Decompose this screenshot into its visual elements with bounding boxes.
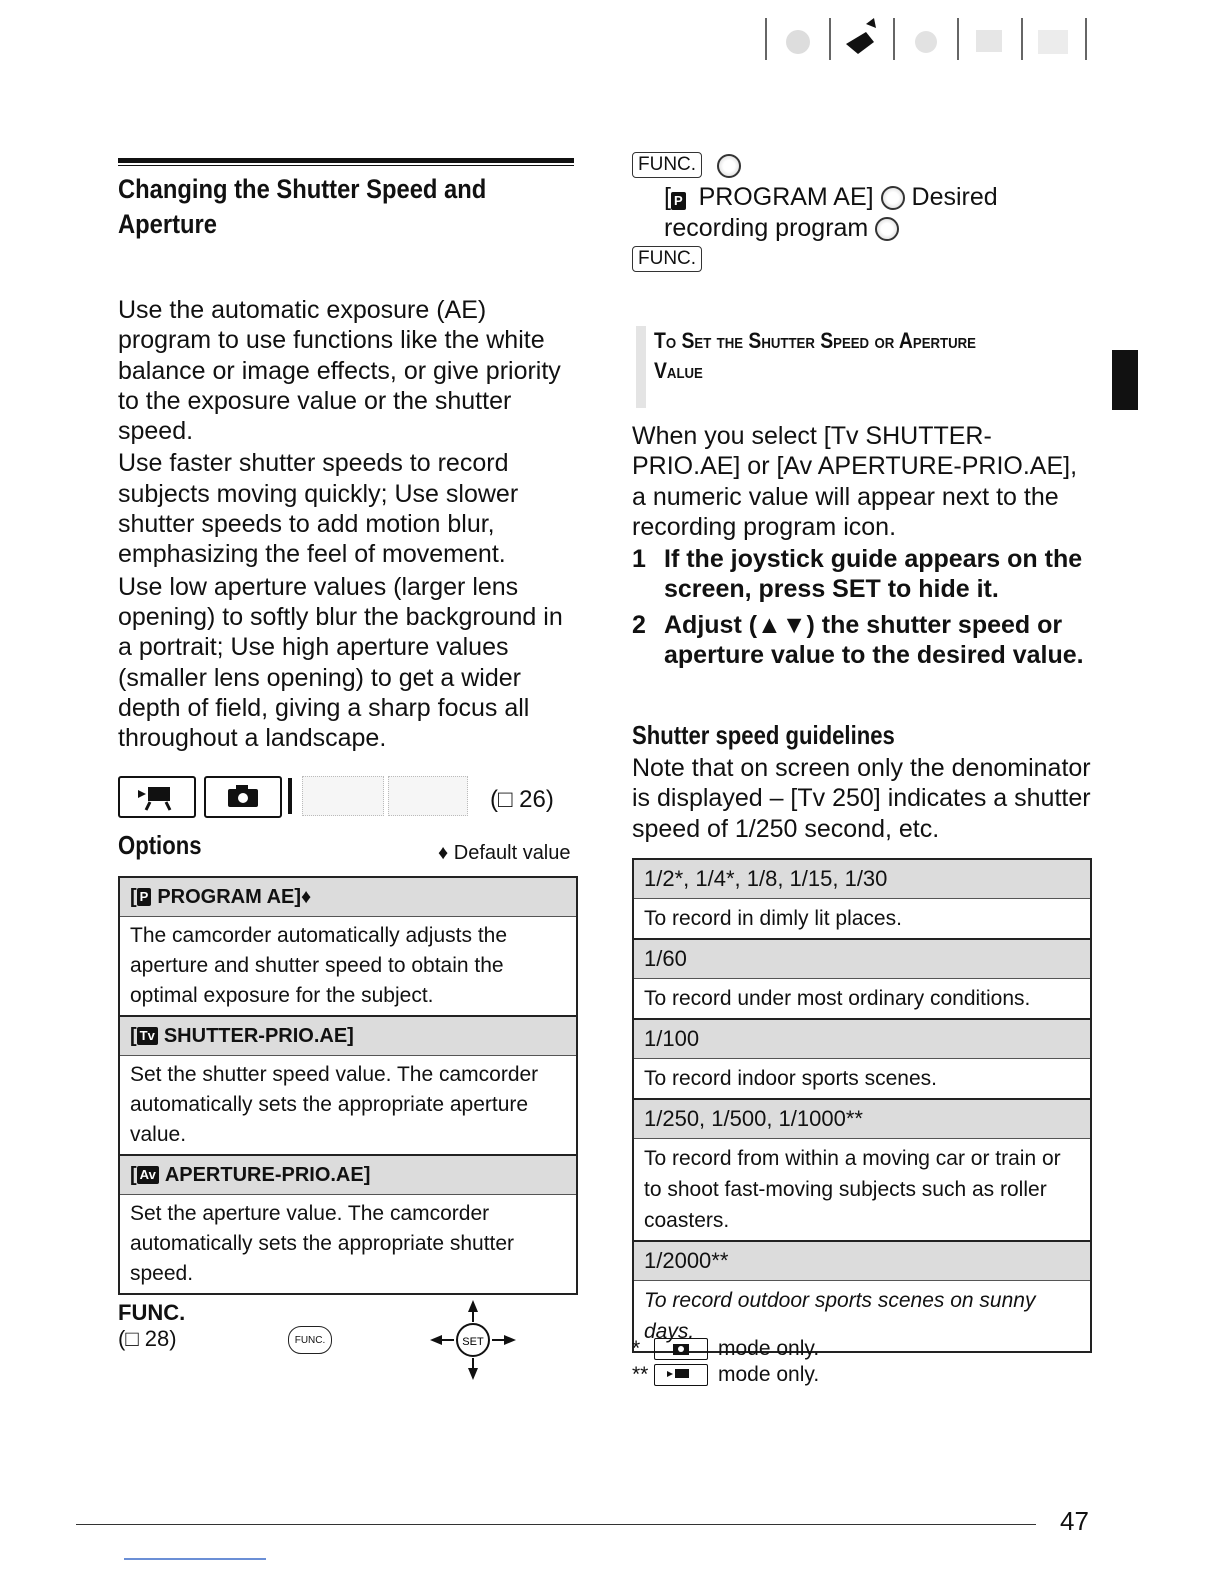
chapter-tab-icons xyxy=(762,14,1092,62)
guidelines-title: Shutter speed guidelines xyxy=(632,720,895,750)
options-title: Options xyxy=(118,830,202,860)
mode-divider xyxy=(288,778,292,814)
shutter-row-speed: 1/2000** xyxy=(634,1242,1090,1281)
movie-mode-icon xyxy=(118,776,196,818)
func-page-ref: (□ 28) xyxy=(118,1326,177,1351)
step-2: 2 Adjust (▲▼) the shutter speed or aperture value to the desired value. xyxy=(632,611,1084,669)
photo-mode-icon xyxy=(204,776,282,818)
shutter-table xyxy=(632,858,1092,1353)
step-1: 1 If the joystick guide appears on the screen, press SET to hide it. xyxy=(632,545,1083,603)
intro-right: When you select [Tv SHUTTER-PRIO.AE] or [Av APERTURE-PRIO.AE], a numeric value will appear next to the recording program icon. xyxy=(632,422,1078,541)
subheading: To Set the Shutter Speed or Aperture Value xyxy=(654,328,976,383)
option-title: PROGRAM AE]♦ xyxy=(157,885,312,908)
func-label: FUNC. xyxy=(118,1300,186,1325)
option-title: APERTURE-PRIO.AE] xyxy=(164,1163,371,1186)
heading-line-1: Changing the Shutter Speed and xyxy=(118,174,487,204)
faded-mode-icon-2 xyxy=(388,776,468,816)
func-sequence: FUNC. [ P PROGRAM AE] Desired recording program FUNC. xyxy=(632,152,1092,272)
section-marker-bar xyxy=(1112,350,1138,410)
func-button-icon: FUNC. xyxy=(288,1326,332,1354)
shutter-row-desc: To record under most ordinary conditions. xyxy=(634,979,1090,1020)
page-number: 47 xyxy=(1060,1506,1089,1536)
av-badge-icon: Av xyxy=(137,1166,159,1184)
footnotes: * mode only. ** mode only. xyxy=(632,1337,820,1386)
shutter-row-desc: To record from within a moving car or train or to shoot fast-moving subjects such as roller coasters. xyxy=(634,1139,1090,1242)
paragraph-3: Use low aperture values (larger lens opening) to softly blur the background in a portrait; Use high aperture values (smaller lens opening) to get a wider depth of field, giving a sharp focus all throughout a landscape. xyxy=(118,572,563,753)
shutter-row-speed: 1/250, 1/500, 1/1000** xyxy=(634,1100,1090,1139)
option-title: SHUTTER-PRIO.AE] xyxy=(163,1024,354,1047)
paragraph-1: Use the automatic exposure (AE) program to use functions like the white balance or image effects, or give priority to the exposure value or the shutter speed. xyxy=(118,296,561,446)
option-shutter-prio-desc: Set the shutter speed value. The camcorder automatically sets the appropriate aperture value. xyxy=(120,1056,576,1156)
heading-rule-thin xyxy=(118,165,574,166)
paragraph-2: Use faster shutter speeds to record subjects moving quickly; Use slower shutter speeds to add motion blur, emphasizing the feel of movement. xyxy=(118,449,519,569)
photo-mode-icon xyxy=(654,1338,708,1360)
joystick-press-icon xyxy=(717,154,741,178)
options-table xyxy=(118,876,578,1295)
default-value-note: ♦ Default value xyxy=(438,842,571,864)
page-reference: (□ 26) xyxy=(490,786,554,813)
intro-text xyxy=(118,295,578,755)
option-program-ae-header: [ P PROGRAM AE]♦ xyxy=(120,878,576,917)
option-aperture-prio-desc: Set the aperture value. The camcorder automatically sets the appropriate shutter speed. xyxy=(130,1202,515,1285)
steps-list xyxy=(632,544,1092,670)
shutter-row-desc: To record outdoor sports scenes on sunny days. xyxy=(644,1289,1036,1343)
option-program-ae-desc: The camcorder automatically adjusts the aperture and shutter speed to obtain the optimal exposure for the subject. xyxy=(120,917,576,1017)
joystick-icon xyxy=(428,1298,518,1382)
mode-icons-row xyxy=(118,776,578,816)
faded-mode-icon-1 xyxy=(302,776,384,816)
heading-rule xyxy=(118,158,574,163)
program-badge-icon: P xyxy=(137,888,152,906)
movie-mode-icon xyxy=(654,1364,708,1386)
func-key-1: FUNC. xyxy=(632,152,702,178)
guidelines-text: Note that on screen only the denominator is displayed – [Tv 250] indicates a shutter speed of 1/250 second, etc. xyxy=(632,754,1091,843)
svg-text:SET: SET xyxy=(462,1336,484,1348)
joystick-press-icon xyxy=(875,217,899,241)
program-badge-icon: P xyxy=(671,192,686,210)
shutter-row-speed: 1/60 xyxy=(634,940,1090,979)
func-key-2: FUNC. xyxy=(632,246,702,272)
shutter-row-desc: To record in dimly lit places. xyxy=(634,899,1090,940)
shutter-row-desc: To record indoor sports scenes. xyxy=(634,1059,1090,1100)
option-shutter-prio-header: [ Tv SHUTTER-PRIO.AE] xyxy=(120,1017,576,1056)
bottom-rule xyxy=(76,1524,1036,1525)
chapter-tabs xyxy=(762,14,1092,62)
subheading-bar xyxy=(636,326,646,408)
shutter-row-speed: 1/100 xyxy=(634,1020,1090,1059)
tv-badge-icon: Tv xyxy=(137,1027,158,1045)
section-heading xyxy=(118,172,523,242)
bottom-accent-line xyxy=(124,1558,266,1560)
shutter-row-speed: 1/2*, 1/4*, 1/8, 1/15, 1/30 xyxy=(634,860,1090,899)
func-line-3: recording program xyxy=(664,214,869,242)
heading-line-2: Aperture xyxy=(118,209,218,239)
option-aperture-prio-header: [ Av APERTURE-PRIO.AE] xyxy=(120,1156,576,1195)
joystick-press-icon xyxy=(881,186,905,210)
